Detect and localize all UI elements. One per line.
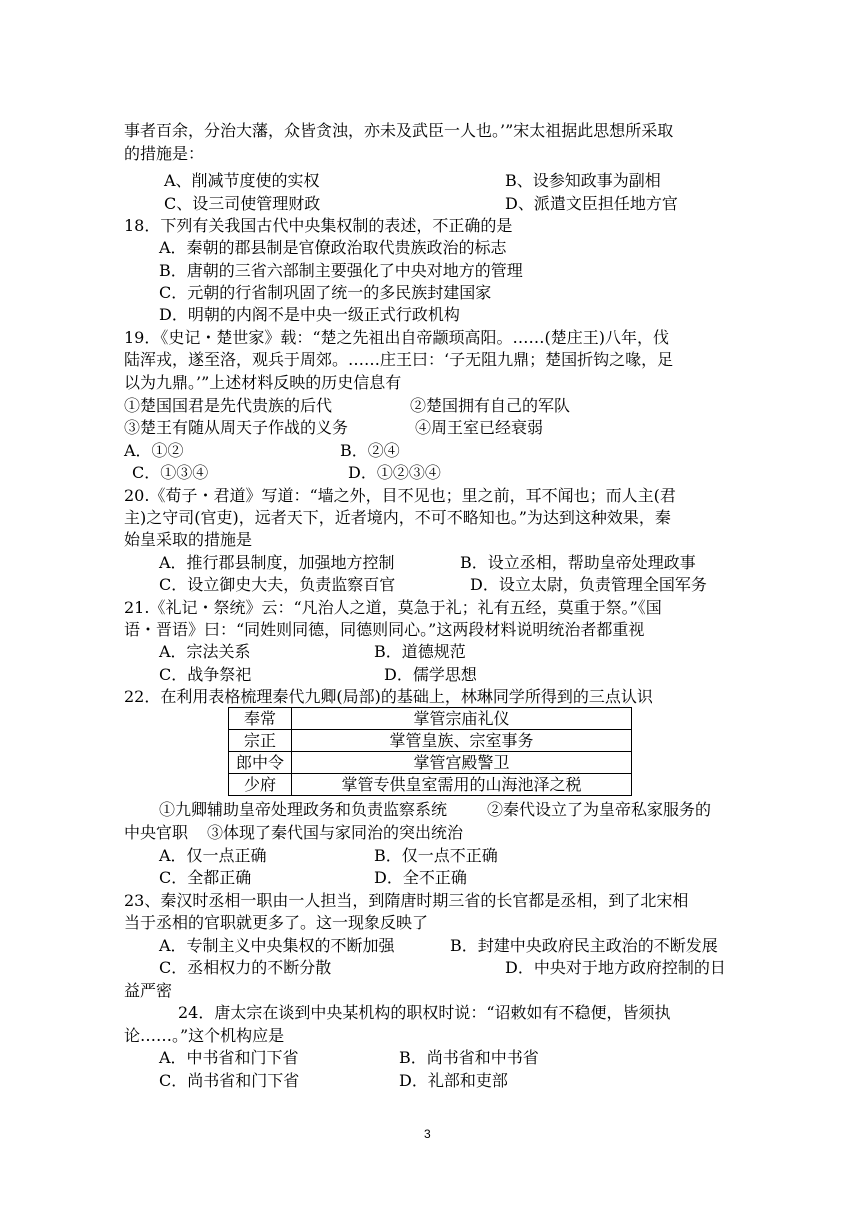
table-cell: 少府: [229, 774, 292, 796]
question-21: 21.《礼记・祭统》云：“凡治人之道，莫急于礼；礼有五经，莫重于祭。”《国: [124, 598, 662, 617]
option-b: B．设立丞相，帮助皇帝处理政事: [460, 553, 696, 572]
option-d: D．儒学思想: [384, 665, 477, 684]
option-d: D．礼部和吏部: [399, 1071, 508, 1090]
table-cell: 郎中令: [229, 752, 292, 774]
text-line: 陆浑戎，遂至洛，观兵于周郊。……庄王曰：‘子无阻九鼎；楚国折钩之喙，足: [124, 350, 674, 369]
option-d: D．中央对于地方政府控制的日: [505, 958, 726, 977]
text-line: 中央官职: [124, 823, 189, 842]
option-c: C．设立御史大夫，负责监察百官: [159, 575, 396, 594]
option-a: A．①②: [124, 441, 184, 460]
table-cell: 掌管皇族、宗室事务: [292, 730, 632, 752]
text-line: 当于丞相的官职就更多了。这一现象反映了: [124, 913, 429, 932]
option-b: B．道德规范: [374, 642, 466, 661]
option-b: B、设参知政事为副相: [505, 171, 661, 190]
page-number: 3: [424, 1127, 431, 1141]
table-cell: 掌管专供皇室需用的山海池泽之税: [292, 774, 632, 796]
table-row: [229, 752, 632, 774]
option-b: B．尚书省和中书省: [399, 1048, 539, 1067]
option-d: D．①②③④: [348, 463, 441, 482]
text-line: 主)之守司(官吏)，远者天下，近者境内，不可不略知也。”为达到这种效果，秦: [124, 508, 671, 527]
option-b: B．封建中央政府民主政治的不断发展: [450, 936, 718, 955]
text-line: 语・晋语》曰：“同姓则同德，同德则同心。”这两段材料说明统治者都重视: [124, 620, 645, 639]
option-c: C、设三司使管理财政: [164, 194, 321, 213]
option-c: C．全都正确: [159, 868, 252, 887]
question-18: 18．下列有关我国古代中央集权制的表述，不正确的是: [124, 216, 513, 235]
option-c: C．丞相权力的不断分散: [159, 958, 332, 977]
table-cell: 宗正: [229, 730, 292, 752]
table-cell: 掌管宫殿警卫: [292, 752, 632, 774]
table-cell: 奉常: [229, 708, 292, 730]
option-a: A．宗法关系: [159, 642, 251, 661]
option-a: A、削减节度使的实权: [164, 171, 320, 190]
text-line: 事者百余，分治大藩，众皆贪浊，亦未及武臣一人也。’”宋太祖据此思想所采取: [124, 121, 674, 140]
text-line: 论……。”这个机构应是: [124, 1026, 285, 1045]
option-c: C．尚书省和门下省: [159, 1071, 300, 1090]
option-b: B．仅一点不正确: [374, 846, 498, 865]
table-row: [229, 708, 632, 730]
option-d: D．全不正确: [374, 868, 467, 887]
option-b: B．②④: [340, 441, 400, 460]
statement-3: ③楚王有随从周天子作战的义务: [124, 418, 349, 437]
option-c: C．元朝的行省制巩固了统一的多民族封建国家: [159, 283, 492, 302]
option-c: C．①③④: [132, 463, 209, 482]
option-a: A．秦朝的郡县制是官僚政治取代贵族政治的标志: [159, 238, 507, 257]
table-cell: 掌管宗庙礼仪: [292, 708, 632, 730]
statement-3: ③体现了秦代国与家同治的突出统治: [207, 823, 464, 842]
option-b: B．唐朝的三省六部制主要强化了中央对地方的管理: [159, 261, 523, 280]
option-d: D．设立太尉，负责管理全国军务: [470, 575, 707, 594]
statement-4: ④周王室已经衰弱: [415, 418, 544, 437]
option-d: D．明朝的内阁不是中央一级正式行政机构: [159, 305, 460, 324]
question-23: 23、秦汉时丞相一职由一人担当，到隋唐时期三省的长官都是丞相，到了北宋相: [124, 891, 689, 910]
statement-1: ①九卿辅助皇帝处理政务和负责监察系统: [159, 800, 448, 819]
question-22: 22．在利用表格梳理秦代九卿(局部)的基础上，林琳同学所得到的三点认识: [124, 687, 653, 706]
option-c: C．战争祭祀: [159, 665, 252, 684]
nine-ministers-table: [228, 707, 632, 796]
text-line: 始皇采取的措施是: [124, 530, 253, 549]
text-line: 的措施是：: [124, 144, 205, 163]
option-a: A．专制主义中央集权的不断加强: [159, 936, 395, 955]
option-a: A．推行郡县制度，加强地方控制: [159, 553, 395, 572]
question-24: 24．唐太宗在谈到中央某机构的职权时说：“诏敕如有不稳便，皆须执: [178, 1003, 671, 1022]
question-19: 19．《史记・楚世家》载：“楚之先祖出自帝颛顼高阳。……(楚庄王)八年，伐: [124, 328, 670, 347]
question-20: 20.《荀子・君道》写道：“墙之外，目不见也；里之前，耳不闻也；而人主(君: [124, 486, 676, 505]
option-a: A．中书省和门下省: [159, 1048, 299, 1067]
text-line: 益严密: [124, 981, 173, 1000]
table-row: [229, 774, 632, 796]
table-row: [229, 730, 632, 752]
option-a: A．仅一点正确: [159, 846, 267, 865]
text-line: 以为九鼎。’”上述材料反映的历史信息有: [124, 373, 402, 392]
statement-2: ②秦代设立了为皇帝私家服务的: [487, 800, 712, 819]
option-d: D、派遣文臣担任地方官: [505, 194, 678, 213]
statement-2: ②楚国拥有自己的军队: [410, 396, 571, 415]
statement-1: ①楚国国君是先代贵族的后代: [124, 396, 333, 415]
